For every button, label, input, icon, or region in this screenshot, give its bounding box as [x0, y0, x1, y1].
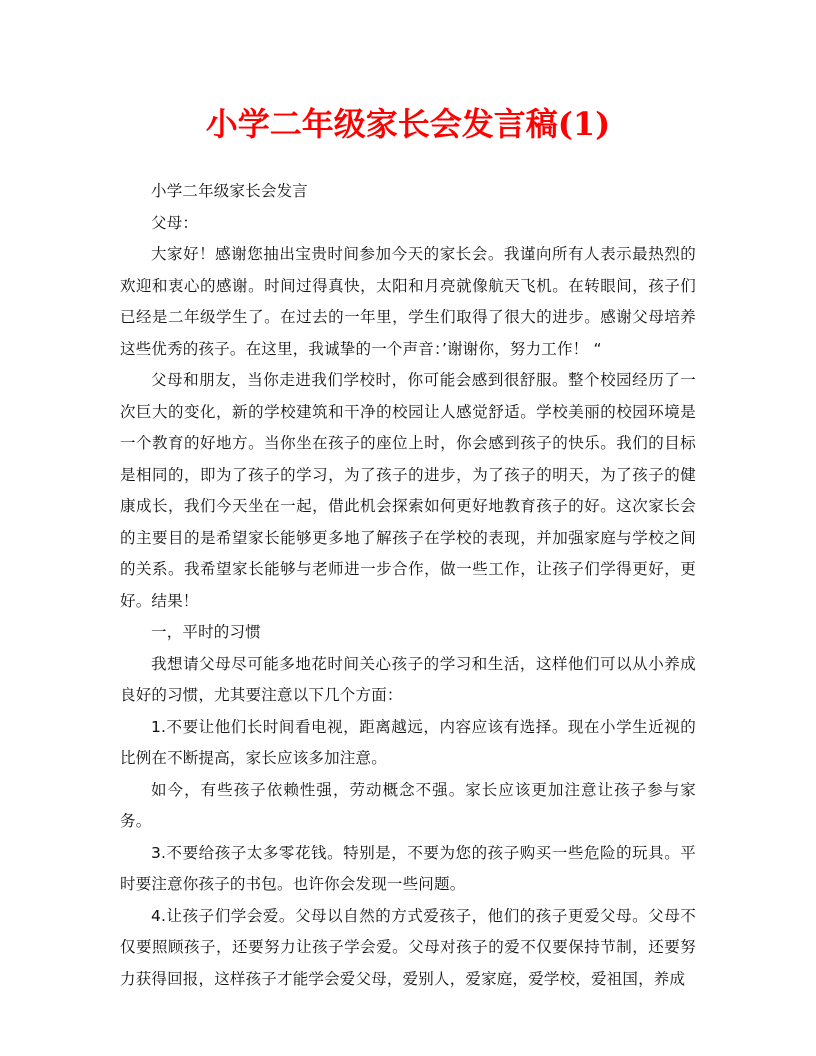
document-title: 小学二年级家长会发言稿(1): [205, 105, 611, 143]
paragraph-greeting: 大家好！感谢您抽出宝贵时间参加今天的家长会。我谨向所有人表示最热烈的欢迎和衷心的感谢。时间过得真快，太阳和月亮就像航天飞机。在转眼间，孩子们已经是二年级学生了。在过去的一年里，学生们取得了很大的进步。感谢父母培养这些优秀的孩子。在这里，我诚挚的一个声音：’谢谢你，努力工作！ “: [120, 245, 696, 358]
paragraph-school-intro: 父母和朋友，当你走进我们学校时，你可能会感到很舒服。整个校园经历了一次巨大的变化，新的学校建筑和干净的校园让人感觉舒适。学校美丽的校园环境是一个教育的好地方。当你坐在孩子的座位上时，你会感到孩子的快乐。我们的目标是相同的，即为了孩子的学习，为了孩子的进步，为了孩子的明天，为了孩子的健康成长，我们今天坐在一起，借此机会探索如何更好地教育孩子的好。这次家长会的主要目的是希望家长能够更多地了解孩子在学校的表现，并加强家庭与学校之间的关系。我希望家长能够与老师进一步合作，做一些工作，让孩子们学得更好，更好。结果！: [120, 371, 696, 610]
paragraph-habits-intro: 我想请父母尽可能多地花时间关心孩子的学习和生活，这样他们可以从小养成良好的习惯，尤其要注意以下几个方面：: [120, 654, 696, 704]
paragraph-heading: 小学二年级家长会发言: [151, 182, 309, 200]
section-heading-habits: 一，平时的习惯: [151, 623, 261, 641]
list-item-tv: 1.不要让他们长时间看电视，距离越远，内容应该有选择。现在小学生近视的比例在不断提高，家长应该多加注意。: [120, 717, 696, 767]
list-item-love: 4.让孩子们学会爱。父母以自然的方式爱孩子，他们的孩子更爱父母。父母不仅要照顾孩子，还要努力让孩子学会爱。父母对孩子的爱不仅要保持节制，还要努力获得回报，这样孩子才能学会爱父母，爱别人，爱家庭，爱学校，爱祖国，养成: [120, 906, 696, 988]
list-item-chores: 如今，有些孩子依赖性强，劳动概念不强。家长应该更加注意让孩子参与家务。: [120, 780, 696, 830]
paragraph-salutation: 父母：: [151, 213, 199, 232]
document-body: [120, 176, 696, 995]
list-item-money: 3.不要给孩子太多零花钱。特别是，不要为您的孩子购买一些危险的玩具。平时要注意你孩子的书包。也许你会发现一些问题。: [120, 843, 696, 893]
